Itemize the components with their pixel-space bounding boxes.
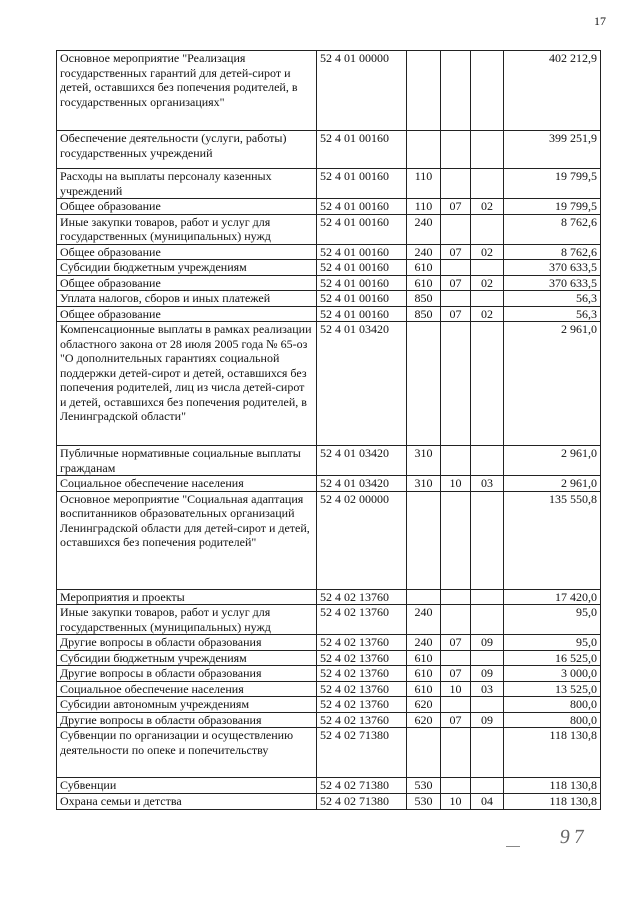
row-name: Расходы на выплаты персоналу казенных учреждений xyxy=(57,169,317,199)
row-vr: 310 xyxy=(407,446,441,476)
table-row xyxy=(57,306,601,322)
row-rz: 07 xyxy=(441,275,471,291)
handwritten-page-mark: 97 xyxy=(558,826,590,848)
row-sum: 2 961,0 xyxy=(504,322,601,446)
row-vr xyxy=(407,131,441,169)
table-row xyxy=(57,794,601,810)
row-code: 52 4 02 13760 xyxy=(317,589,407,605)
row-pr: 02 xyxy=(471,306,504,322)
row-vr: 620 xyxy=(407,697,441,713)
row-code: 52 4 01 03420 xyxy=(317,446,407,476)
row-code: 52 4 02 71380 xyxy=(317,794,407,810)
row-pr xyxy=(471,446,504,476)
row-vr xyxy=(407,491,441,589)
row-rz xyxy=(441,605,471,635)
row-rz: 07 xyxy=(441,199,471,215)
table-row xyxy=(57,712,601,728)
row-code: 52 4 02 13760 xyxy=(317,650,407,666)
table-row xyxy=(57,214,601,244)
row-name: Охрана семьи и детства xyxy=(57,794,317,810)
table-row xyxy=(57,291,601,307)
row-vr: 240 xyxy=(407,244,441,260)
row-name: Основное мероприятие "Реализация государственных гарантий для детей-сирот и детей, оставшихся без попечения родителей, в государственных организациях" xyxy=(57,51,317,131)
row-sum: 13 525,0 xyxy=(504,681,601,697)
row-code: 52 4 02 00000 xyxy=(317,491,407,589)
table-row xyxy=(57,476,601,492)
row-sum: 56,3 xyxy=(504,306,601,322)
row-rz: 10 xyxy=(441,476,471,492)
row-sum: 95,0 xyxy=(504,605,601,635)
row-sum: 399 251,9 xyxy=(504,131,601,169)
row-rz: 10 xyxy=(441,794,471,810)
row-name: Социальное обеспечение населения xyxy=(57,681,317,697)
row-name: Общее образование xyxy=(57,306,317,322)
row-vr: 850 xyxy=(407,306,441,322)
row-code: 52 4 01 00160 xyxy=(317,306,407,322)
row-rz xyxy=(441,697,471,713)
row-rz: 07 xyxy=(441,244,471,260)
row-vr: 610 xyxy=(407,681,441,697)
budget-table xyxy=(56,50,601,810)
table-row xyxy=(57,51,601,131)
table-row xyxy=(57,491,601,589)
row-rz xyxy=(441,260,471,276)
row-code: 52 4 01 00160 xyxy=(317,260,407,276)
row-rz xyxy=(441,446,471,476)
row-vr: 530 xyxy=(407,794,441,810)
row-rz xyxy=(441,131,471,169)
row-name: Субсидии автономным учреждениям xyxy=(57,697,317,713)
row-vr: 610 xyxy=(407,260,441,276)
row-rz: 10 xyxy=(441,681,471,697)
row-name: Компенсационные выплаты в рамках реализации областного закона от 28 июля 2005 года № 65-оз "О дополнительных гарантиях социальной поддержки детей-сирот и детей, оставшихся без попечения родителей, лиц из числа детей-сирот и детей, оставшихся без попечения родителей, в Ленинградской области" xyxy=(57,322,317,446)
row-sum: 19 799,5 xyxy=(504,199,601,215)
row-pr xyxy=(471,728,504,778)
row-name: Иные закупки товаров, работ и услуг для государственных (муниципальных) нужд xyxy=(57,214,317,244)
row-vr: 610 xyxy=(407,275,441,291)
table-row xyxy=(57,199,601,215)
row-vr: 110 xyxy=(407,199,441,215)
row-rz: 07 xyxy=(441,306,471,322)
row-code: 52 4 01 00160 xyxy=(317,275,407,291)
table-row xyxy=(57,666,601,682)
row-name: Обеспечение деятельности (услуги, работы) государственных учреждений xyxy=(57,131,317,169)
table-row xyxy=(57,589,601,605)
row-pr: 02 xyxy=(471,199,504,215)
row-name: Другие вопросы в области образования xyxy=(57,666,317,682)
row-vr: 620 xyxy=(407,712,441,728)
row-sum: 118 130,8 xyxy=(504,794,601,810)
row-name: Публичные нормативные социальные выплаты гражданам xyxy=(57,446,317,476)
row-vr xyxy=(407,322,441,446)
row-sum: 56,3 xyxy=(504,291,601,307)
row-vr: 110 xyxy=(407,169,441,199)
row-code: 52 4 01 00160 xyxy=(317,244,407,260)
row-sum: 17 420,0 xyxy=(504,589,601,605)
row-name: Иные закупки товаров, работ и услуг для государственных (муниципальных) нужд xyxy=(57,605,317,635)
row-sum: 19 799,5 xyxy=(504,169,601,199)
row-sum: 118 130,8 xyxy=(504,778,601,794)
row-name: Другие вопросы в области образования xyxy=(57,635,317,651)
row-rz xyxy=(441,169,471,199)
row-pr: 09 xyxy=(471,635,504,651)
row-sum: 402 212,9 xyxy=(504,51,601,131)
table-row xyxy=(57,605,601,635)
row-name: Общее образование xyxy=(57,199,317,215)
row-code: 52 4 02 13760 xyxy=(317,697,407,713)
row-name: Субвенции по организации и осуществлению деятельности по опеке и попечительству xyxy=(57,728,317,778)
row-code: 52 4 02 71380 xyxy=(317,728,407,778)
row-pr xyxy=(471,51,504,131)
row-code: 52 4 02 71380 xyxy=(317,778,407,794)
row-pr: 02 xyxy=(471,275,504,291)
signature-dash xyxy=(506,846,520,847)
row-pr xyxy=(471,131,504,169)
row-pr xyxy=(471,605,504,635)
row-rz xyxy=(441,322,471,446)
row-code: 52 4 02 13760 xyxy=(317,666,407,682)
table-row xyxy=(57,778,601,794)
row-rz xyxy=(441,650,471,666)
row-pr: 04 xyxy=(471,794,504,810)
row-code: 52 4 02 13760 xyxy=(317,712,407,728)
table-row xyxy=(57,322,601,446)
row-name: Мероприятия и проекты xyxy=(57,589,317,605)
row-sum: 16 525,0 xyxy=(504,650,601,666)
row-rz xyxy=(441,291,471,307)
row-sum: 370 633,5 xyxy=(504,260,601,276)
row-rz xyxy=(441,728,471,778)
row-rz xyxy=(441,491,471,589)
row-pr: 03 xyxy=(471,681,504,697)
row-vr: 310 xyxy=(407,476,441,492)
table-row xyxy=(57,728,601,778)
table-row xyxy=(57,275,601,291)
row-rz xyxy=(441,589,471,605)
row-sum: 95,0 xyxy=(504,635,601,651)
row-pr xyxy=(471,214,504,244)
row-sum: 2 961,0 xyxy=(504,446,601,476)
row-pr xyxy=(471,697,504,713)
row-rz xyxy=(441,51,471,131)
row-pr: 09 xyxy=(471,712,504,728)
table-row xyxy=(57,650,601,666)
row-name: Основное мероприятие "Социальная адаптация воспитанников образовательных организаций Ленинградской области для детей-сирот и детей, оставшихся без попечения родителей" xyxy=(57,491,317,589)
row-sum: 8 762,6 xyxy=(504,214,601,244)
row-sum: 135 550,8 xyxy=(504,491,601,589)
row-name: Общее образование xyxy=(57,275,317,291)
row-code: 52 4 01 03420 xyxy=(317,322,407,446)
table-row xyxy=(57,131,601,169)
row-code: 52 4 01 00160 xyxy=(317,214,407,244)
row-name: Субсидии бюджетным учреждениям xyxy=(57,650,317,666)
row-pr xyxy=(471,260,504,276)
row-pr xyxy=(471,322,504,446)
row-vr xyxy=(407,728,441,778)
row-name: Уплата налогов, сборов и иных платежей xyxy=(57,291,317,307)
row-pr xyxy=(471,650,504,666)
table-row xyxy=(57,244,601,260)
row-name: Субвенции xyxy=(57,778,317,794)
row-rz xyxy=(441,778,471,794)
table-row xyxy=(57,697,601,713)
row-sum: 2 961,0 xyxy=(504,476,601,492)
row-code: 52 4 01 00160 xyxy=(317,199,407,215)
row-name: Общее образование xyxy=(57,244,317,260)
row-vr xyxy=(407,51,441,131)
row-pr xyxy=(471,589,504,605)
row-code: 52 4 01 03420 xyxy=(317,476,407,492)
row-code: 52 4 02 13760 xyxy=(317,635,407,651)
row-code: 52 4 01 00160 xyxy=(317,131,407,169)
row-sum: 8 762,6 xyxy=(504,244,601,260)
table-row xyxy=(57,681,601,697)
row-sum: 800,0 xyxy=(504,712,601,728)
row-pr: 09 xyxy=(471,666,504,682)
table-row xyxy=(57,260,601,276)
row-vr: 240 xyxy=(407,605,441,635)
row-vr: 610 xyxy=(407,666,441,682)
row-rz: 07 xyxy=(441,635,471,651)
row-name: Другие вопросы в области образования xyxy=(57,712,317,728)
row-code: 52 4 02 13760 xyxy=(317,681,407,697)
row-code: 52 4 01 00000 xyxy=(317,51,407,131)
row-sum: 370 633,5 xyxy=(504,275,601,291)
row-pr xyxy=(471,778,504,794)
row-pr: 03 xyxy=(471,476,504,492)
table-row xyxy=(57,169,601,199)
row-code: 52 4 02 13760 xyxy=(317,605,407,635)
row-sum: 118 130,8 xyxy=(504,728,601,778)
row-pr xyxy=(471,491,504,589)
row-code: 52 4 01 00160 xyxy=(317,169,407,199)
row-pr xyxy=(471,169,504,199)
row-sum: 800,0 xyxy=(504,697,601,713)
row-vr xyxy=(407,589,441,605)
row-rz: 07 xyxy=(441,666,471,682)
page-number: 17 xyxy=(594,14,606,28)
row-vr: 850 xyxy=(407,291,441,307)
row-pr: 02 xyxy=(471,244,504,260)
table-row xyxy=(57,446,601,476)
row-vr: 610 xyxy=(407,650,441,666)
row-pr xyxy=(471,291,504,307)
row-rz: 07 xyxy=(441,712,471,728)
row-code: 52 4 01 00160 xyxy=(317,291,407,307)
row-vr: 240 xyxy=(407,214,441,244)
row-name: Социальное обеспечение населения xyxy=(57,476,317,492)
row-vr: 530 xyxy=(407,778,441,794)
row-vr: 240 xyxy=(407,635,441,651)
table-row xyxy=(57,635,601,651)
row-rz xyxy=(441,214,471,244)
row-name: Субсидии бюджетным учреждениям xyxy=(57,260,317,276)
row-sum: 3 000,0 xyxy=(504,666,601,682)
